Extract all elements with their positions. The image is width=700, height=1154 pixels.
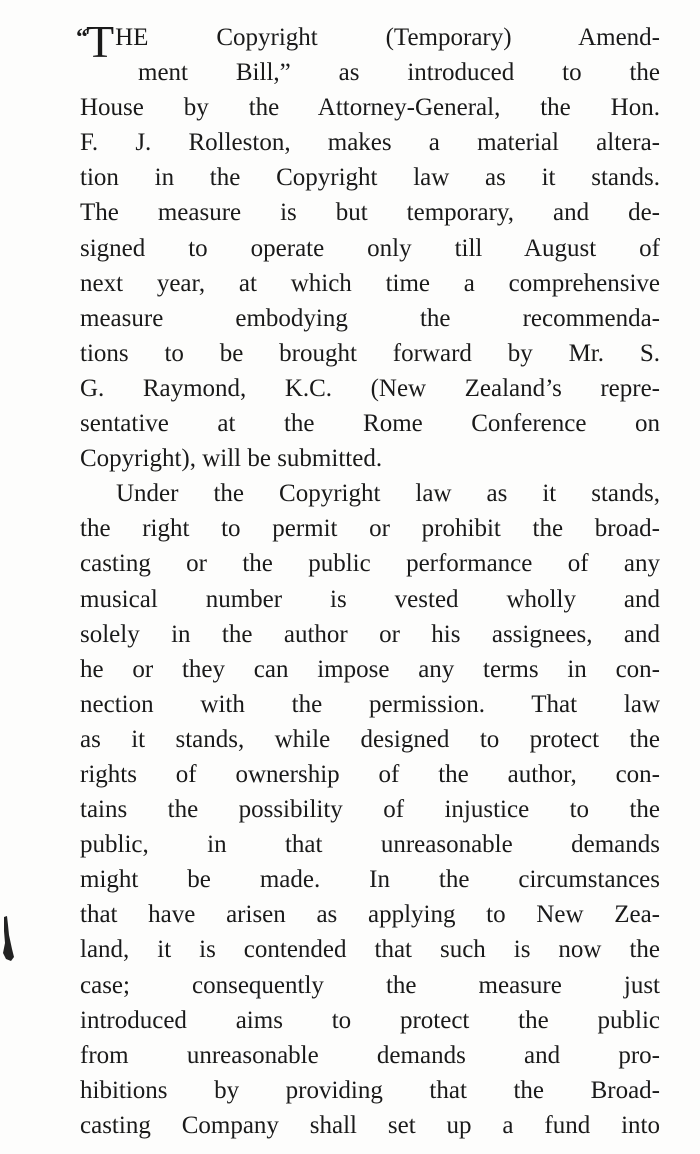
article-line: next year, at which time a comprehensive xyxy=(80,269,660,297)
article-line: introduced aims to protect the public xyxy=(80,1006,660,1034)
article-line: sentative at the Rome Conference on xyxy=(80,410,660,438)
paragraph-1 xyxy=(76,16,660,476)
article-line: solely in the author or his assignees, and xyxy=(80,620,660,648)
article-line-text: HE Copyright (Temporary) Amend- xyxy=(115,24,660,51)
article-line: case; consequently the measure just xyxy=(80,971,660,999)
article-line: F. J. Rolleston, makes a material altera- xyxy=(80,129,660,157)
article-line: from unreasonable demands and pro- xyxy=(80,1041,660,1069)
article-line: he or they can impose any terms in con- xyxy=(80,655,660,683)
article-line: G. Raymond, K.C. (New Zealand’s repre- xyxy=(80,374,660,402)
article-column xyxy=(76,16,660,1143)
article-line: casting or the public performance of any xyxy=(80,550,660,578)
article-line: nection with the permission. That law xyxy=(80,690,660,718)
article-line: hibitions by providing that the Broad- xyxy=(80,1076,660,1104)
article-line: musical number is vested wholly and xyxy=(80,585,660,613)
ink-smudge xyxy=(0,915,14,965)
drop-cap: T xyxy=(86,16,115,67)
opening-quote: “ xyxy=(76,25,86,51)
article-line: rights of ownership of the author, con- xyxy=(80,760,660,788)
article-line: ment Bill,” as introduced to the xyxy=(138,59,660,87)
article-line: House by the Attorney-General, the Hon. xyxy=(80,94,660,122)
article-line: that have arisen as applying to New Zea- xyxy=(80,901,660,929)
article-line: measure embodying the recommenda- xyxy=(80,304,660,332)
article-line: tion in the Copyright law as it stands. xyxy=(80,164,660,192)
article-line: the right to permit or prohibit the broad- xyxy=(80,515,660,543)
article-line xyxy=(76,16,660,67)
article-line: Under the Copyright law as it stands, xyxy=(116,480,660,508)
article-line: public, in that unreasonable demands xyxy=(80,831,660,859)
article-line: as it stands, while designed to protect the xyxy=(80,725,660,753)
article-line: tains the possibility of injustice to the xyxy=(80,796,660,824)
paragraph-2 xyxy=(80,476,660,1143)
article-line: The measure is but temporary, and de- xyxy=(80,199,660,227)
article-line: casting Company shall set up a fund into xyxy=(80,1111,660,1139)
article-line: signed to operate only till August of xyxy=(80,234,660,262)
article-line: Copyright), will be submitted. xyxy=(80,445,383,473)
article-line: land, it is contended that such is now the xyxy=(80,936,660,964)
article-line: might be made. In the circumstances xyxy=(80,866,660,894)
article-line: tions to be brought forward by Mr. S. xyxy=(80,339,660,367)
